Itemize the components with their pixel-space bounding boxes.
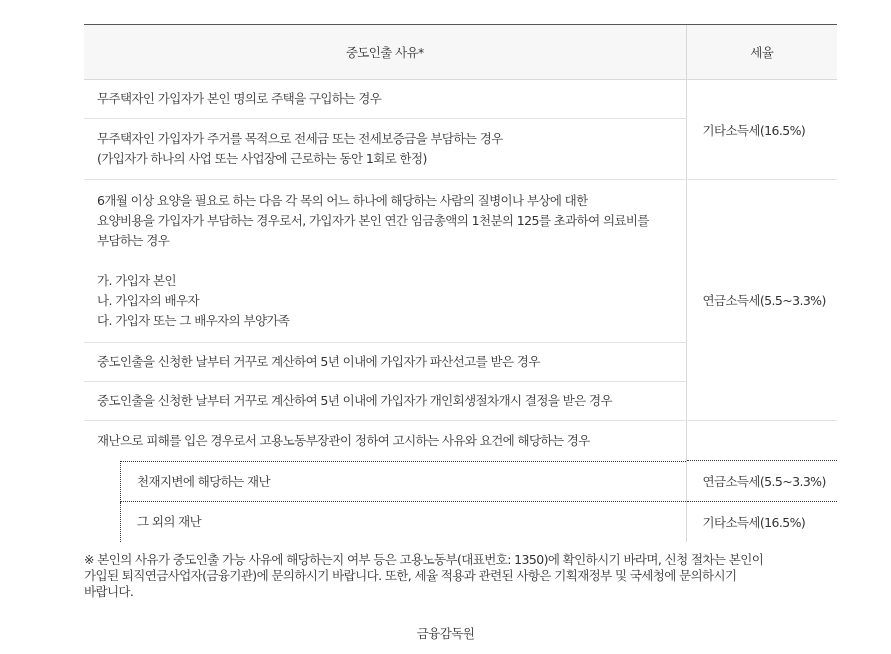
header-reason: 중도인출 사유*: [84, 25, 686, 80]
sub-item: 가. 가입자 본인: [97, 273, 176, 288]
reason-bankruptcy: 중도인출을 신청한 날부터 거꾸로 계산하여 5년 이내에 가입자가 파산선고를 받은 경우: [84, 343, 686, 382]
rate-pension-income-tax: 연금소득세(5.5~3.3%): [686, 180, 837, 421]
sub-item: 다. 가입자 또는 그 배우자의 부양가족: [97, 313, 290, 328]
header-rate: 세율: [686, 25, 837, 80]
reason-medical-expenses: 6개월 이상 요양을 필요로 하는 다음 각 목의 어느 하나에 해당하는 사람의 질병이나 부상에 대한 요양비용을 가입자가 부담하는 경우로서, 가입자가 본인 연간 임금총액의 1천분의 125를 초과하여 의료비를 부담하는 경우 가. 가입자 본인 나. 가입자의 배우자 다. 가입자 또는 그 배우자의 부양가족: [84, 180, 686, 343]
withdrawal-tax-table: [84, 24, 837, 542]
sub-item: 나. 가입자의 배우자: [97, 293, 199, 308]
disaster-sub-other: 그 외의 재난: [84, 502, 686, 542]
reason-disaster: 재난으로 피해를 입은 경우로서 고용노동부장관이 정하여 고시하는 사유와 요건에 해당하는 경우: [97, 432, 590, 448]
disaster-sub-natural: 천재지변에 해당하는 재난: [84, 461, 686, 502]
reason-rehabilitation: 중도인출을 신청한 날부터 거꾸로 계산하여 5년 이내에 가입자가 개인회생절차개시 결정을 받은 경우: [84, 382, 686, 421]
disaster-sub-natural-rate: 연금소득세(5.5~3.3%): [686, 461, 837, 502]
disaster-sub-other-rate: 기타소득세(16.5%): [686, 502, 837, 542]
source-footer: 금융감독원: [416, 626, 475, 641]
rate-other-income-tax: 기타소득세(16.5%): [686, 80, 837, 180]
notice-text: ※ 본인의 사유가 중도인출 가능 사유에 해당하는지 여부 등은 고용노동부(대표번호: 1350)에 확인하시기 바라며, 신청 절차는 본인이 가입된 퇴직연금사업자(금융기관)에 문의하시기 바랍니다. 또한, 세율 적용과 관련된 사항은 기획재정부 및 국세청에 문의하시기 바랍니다.: [84, 552, 764, 599]
reason-home-purchase: 무주택자인 가입자가 본인 명의로 주택을 구입하는 경우: [84, 80, 686, 119]
reason-jeonse-deposit: 무주택자인 가입자가 주거를 목적으로 전세금 또는 전세보증금을 부담하는 경우 (가입자가 하나의 사업 또는 사업장에 근로하는 동안 1회로 한정): [84, 119, 686, 180]
